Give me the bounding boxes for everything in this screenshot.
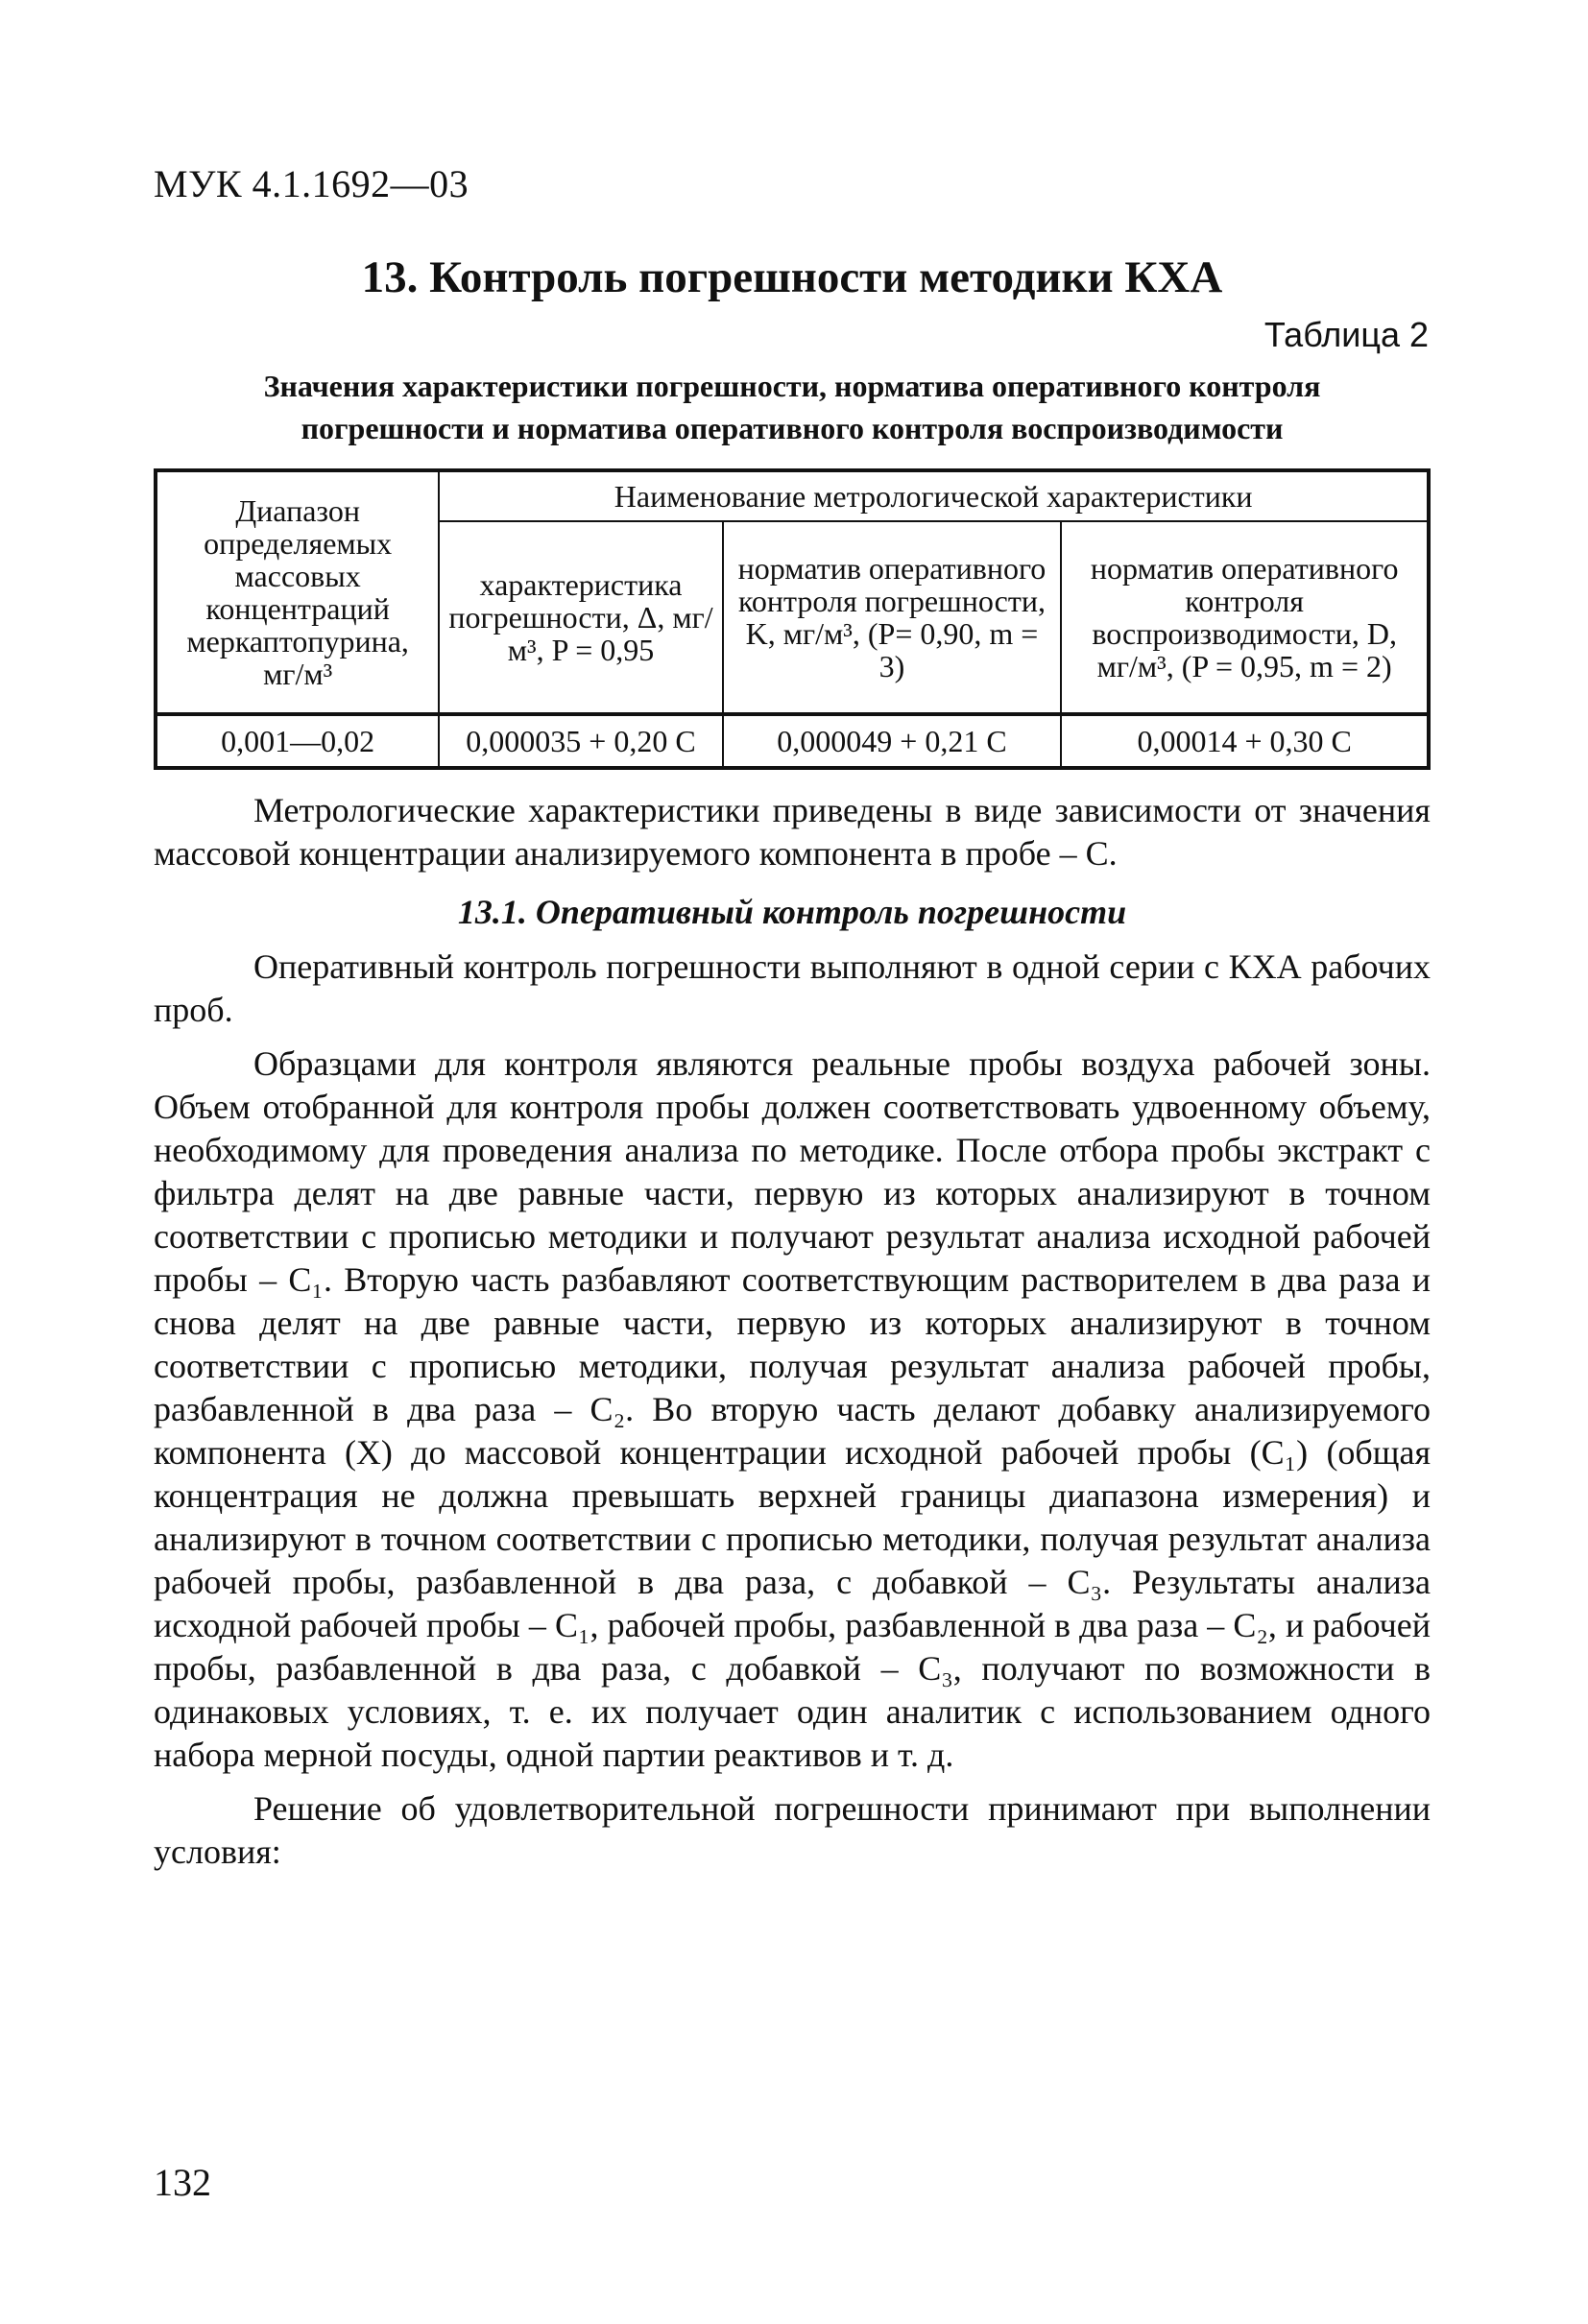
paragraph-operational-control: Оперативный контроль погрешности выполняют в одной серии с КХА рабочих проб. <box>154 947 1431 1029</box>
reproducibility-norm-header: норматив оперативного контроля воспроизводимости, D, мг/м³, (P = 0,95, m = 2) <box>1061 521 1429 714</box>
section-title: 13. Контроль погрешности методики КХА <box>361 252 1223 302</box>
table-caption <box>154 365 1431 449</box>
error-characteristic-header: характеристика погрешности, Δ, мг/м³, P = 0,95 <box>439 521 722 714</box>
error-control-norm-header: норматив оперативного контроля погрешности, K, мг/м³, (P= 0,90, m = 3) <box>723 521 1062 714</box>
table-caption-line-1: Значения характеристики погрешности, норматива оперативного контроля <box>263 369 1321 403</box>
error-control-norm-value: 0,000049 + 0,21 C <box>723 714 1062 768</box>
document-code: МУК 4.1.1692—03 <box>154 162 469 205</box>
table-header-row <box>156 470 1429 521</box>
error-characteristic-value: 0,000035 + 0,20 C <box>439 714 722 768</box>
table-row <box>156 714 1429 768</box>
table-caption-line-2: погрешности и норматива оперативного контроля воспроизводимости <box>301 411 1284 445</box>
range-value: 0,001—0,02 <box>156 714 439 768</box>
body-text <box>154 789 1431 1884</box>
group-header: Наименование метрологической характеристики <box>439 470 1429 521</box>
reproducibility-norm-value: 0,00014 + 0,30 C <box>1061 714 1429 768</box>
metrology-table <box>154 468 1431 770</box>
paragraph-decision: Решение об удовлетворительной погрешности принимают при выполнении условия: <box>154 1789 1431 1871</box>
range-header: Диапазон определяемых массовых концентраций меркаптопурина, мг/м³ <box>156 470 439 714</box>
page-number: 132 <box>154 2161 211 2204</box>
paragraph-metrology: Метрологические характеристики приведены в виде зависимости от значения массовой концентрации анализируемого компонента в пробе – C. <box>154 791 1431 873</box>
paragraph-control-samples: Образцами для контроля являются реальные пробы воздуха рабочей зоны. Объем отобранной для контроля пробы должен соответствовать удвоенному объему, необходимому для проведения анализа по методике. После отбора пробы экстракт с фильтра делят на две равные части, первую из которых анализируют в точном соответствии с прописью методики и получают результат анализа исходной рабочей пробы – C₁. Вторую часть разбавляют соответствующим растворителем в два раза и снова делят на две равные части, первую из которых анализируют в точном соответствии с прописью методики, получая результат анализа рабочей пробы, разбавленной в два раза – C₂. Во вторую часть делают добавку анализируемого компонента (X) до массовой концентрации исходной рабочей пробы (C₁) (общая концентрация не должна превышать верхней границы диапазона измерения) и анализируют в точном соответствии с прописью методики, получая результат анализа рабочей пробы, разбавленной в два раза, с добавкой – C₃. Результаты анализа исходной рабочей пробы – C₁, рабочей пробы, разбавленной в два раза – C₂, и рабочей пробы, разбавленной в два раза, с добавкой – C₃, получают по возможности в одинаковых условиях, т. е. их получает один аналитик с использованием одного набора мерной посуды, одной партии реактивов и т. д. <box>154 1044 1431 1774</box>
table-label: Таблица 2 <box>1263 315 1429 354</box>
subsection-title: 13.1. Оперативный контроль погрешности <box>457 893 1127 931</box>
